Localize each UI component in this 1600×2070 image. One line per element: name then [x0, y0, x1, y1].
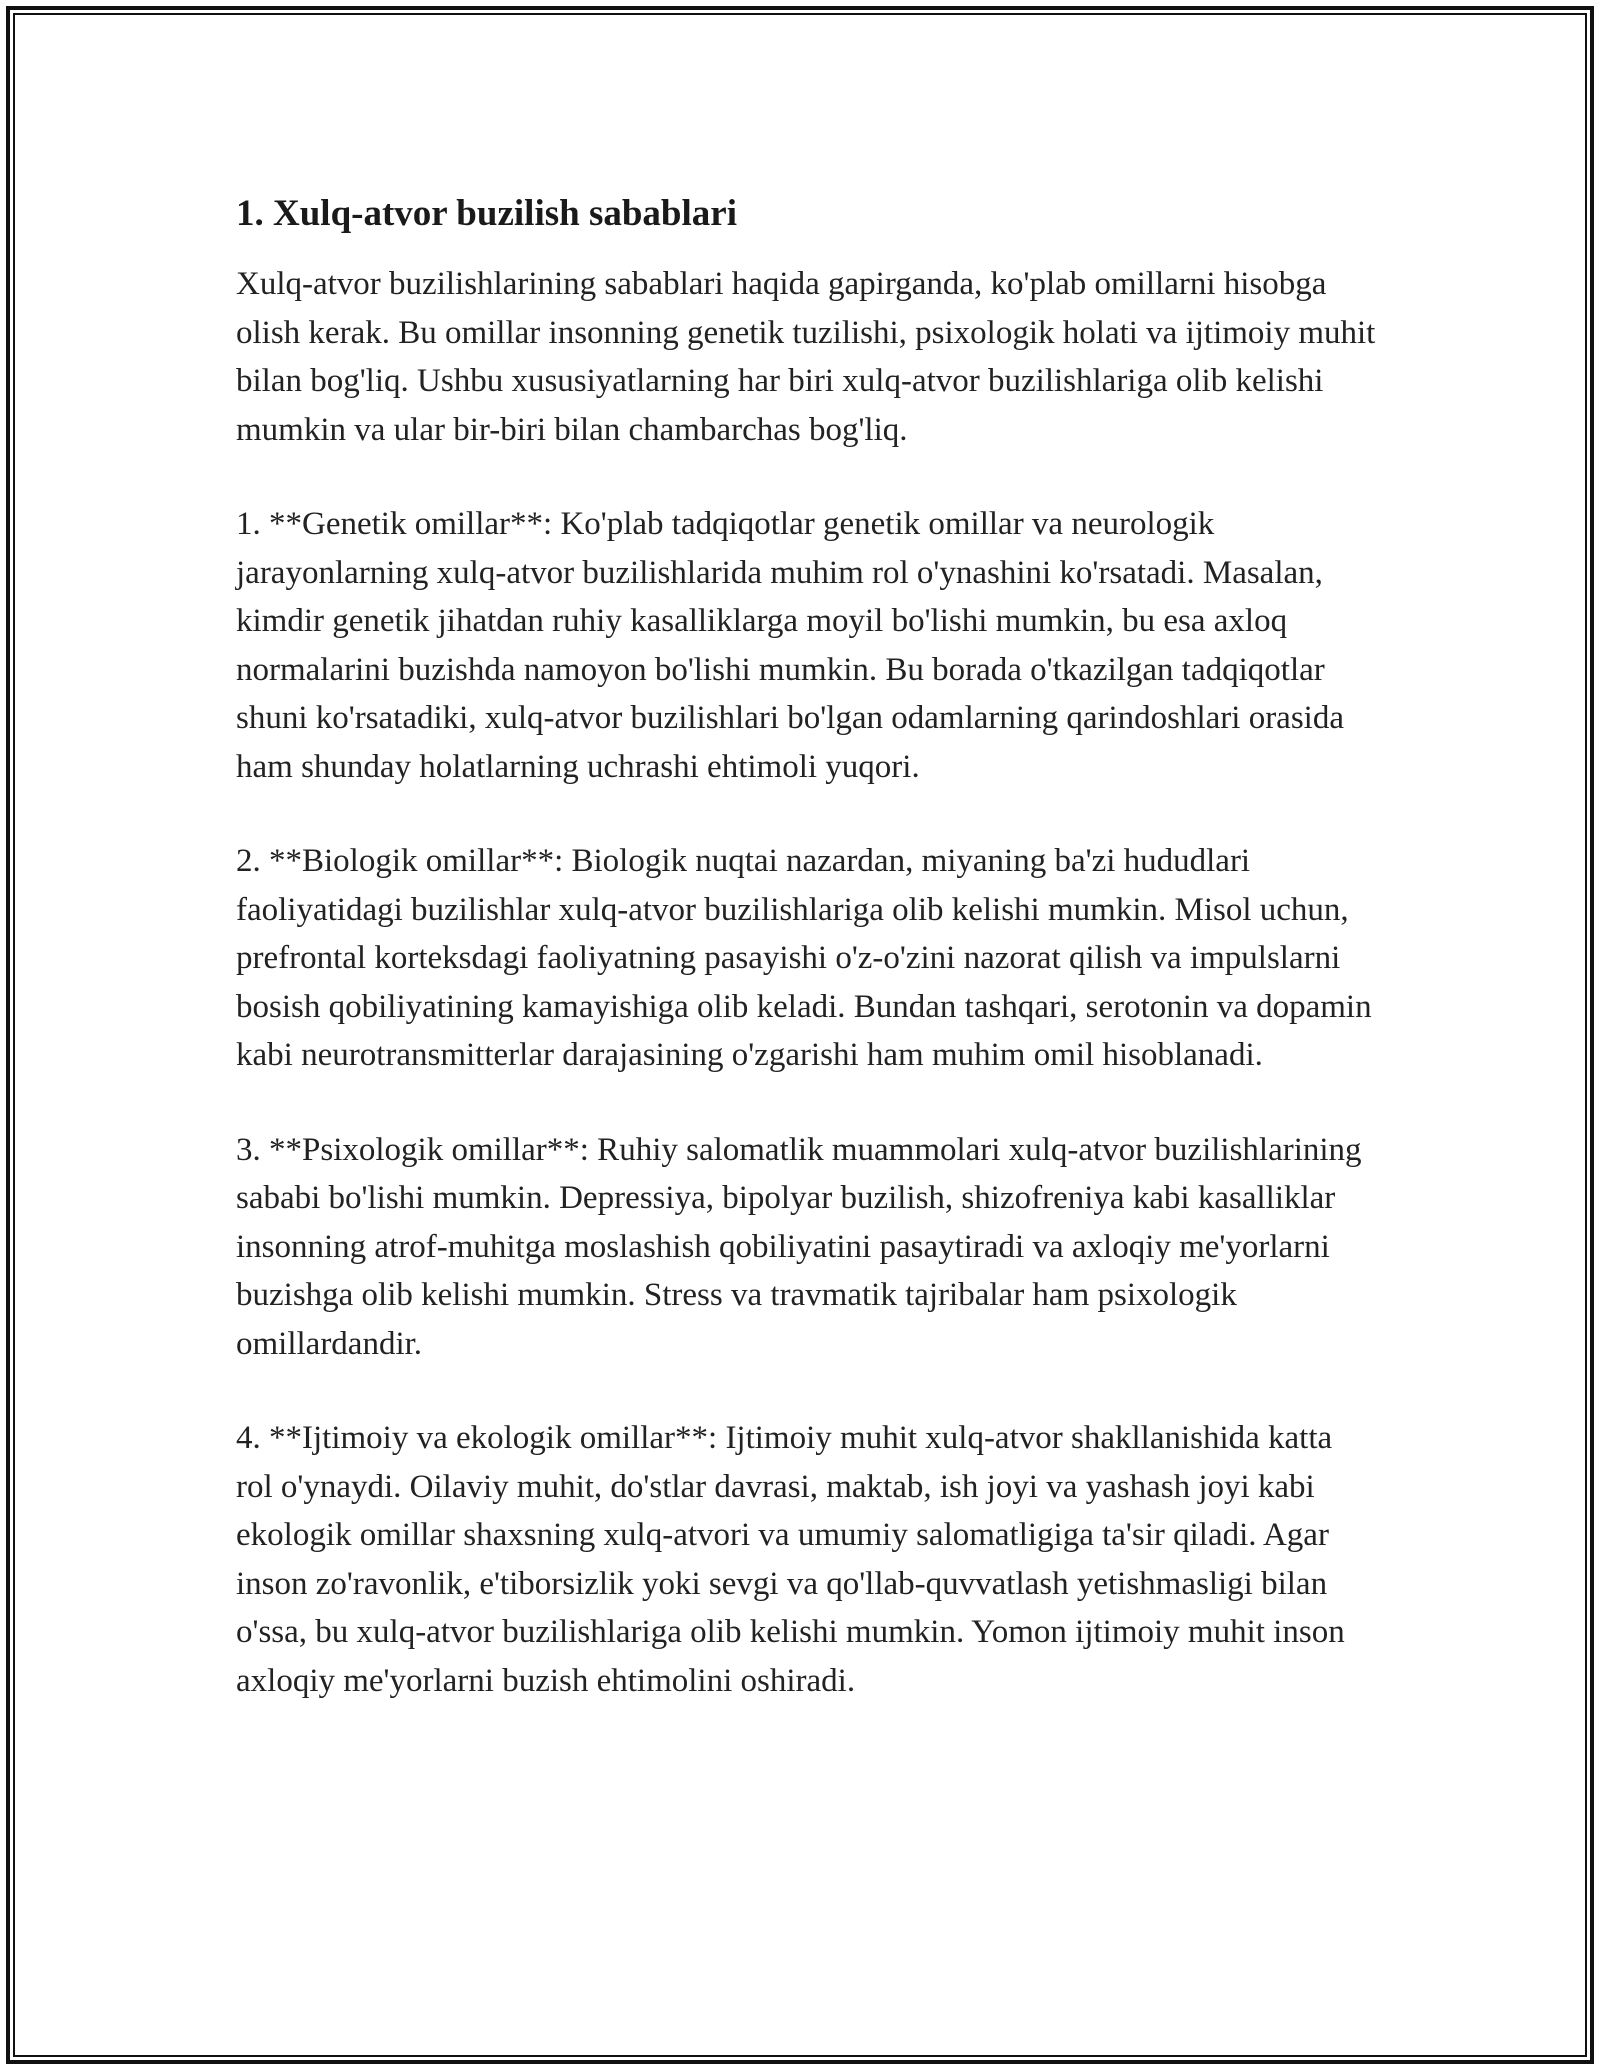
- document-body: [236, 188, 1376, 1751]
- genetic-factors-paragraph: 1. **Genetik omillar**: Ko'plab tadqiqotlar genetik omillar va neurologik jarayonlarning xulq-atvor buzilishlarida muhim rol o'ynashini ko'rsatadi. Masalan, kimdir genetik jihatdan ruhiy kasalliklarga moyil bo'lishi mumkin, bu esa axloq normalarini buzishda namoyon bo'lishi mumkin. Bu borada o'tkazilgan tadqiqotlar shuni ko'rsatadiki, xulq-atvor buzilishlari bo'lgan odamlarning qarindoshlari orasida ham shunday holatlarning uchrashi ehtimoli yuqori.: [236, 506, 1344, 785]
- biological-factors-paragraph: 2. **Biologik omillar**: Biologik nuqtai nazardan, miyaning ba'zi hududlari faoliyatidagi buzilishlar xulq-atvor buzilishlariga olib kelishi mumkin. Misol uchun, prefrontal korteksdagi faoliyatning pasayishi o'z-o'zini nazorat qilish va impulslarni bosish qobiliyatining kamayishiga olib keladi. Bundan tashqari, serotonin va dopamin kabi neurotransmitterlar darajasining o'zgarishi ham muhim omil hisoblanadi.: [236, 843, 1372, 1073]
- social-ecological-factors-paragraph: 4. **Ijtimoiy va ekologik omillar**: Ijtimoiy muhit xulq-atvor shakllanishida katta rol o'ynaydi. Oilaviy muhit, do'stlar davrasi, maktab, ish joyi va yashash joyi kabi ekologik omillar shaxsning xulq-atvori va umumiy salomatligiga ta'sir qiladi. Agar inson zo'ravonlik, e'tiborsizlik yoki sevgi va qo'llab-quvvatlash yetishmasligi bilan o'ssa, bu xulq-atvor buzilishlariga olib kelishi mumkin. Yomon ijtimoiy muhit inson axloqiy me'yorlarni buzish ehtimolini oshiradi.: [236, 1420, 1345, 1699]
- psychological-factors-paragraph: 3. **Psixologik omillar**: Ruhiy salomatlik muammolari xulq-atvor buzilishlarining sababi bo'lishi mumkin. Depressiya, bipolyar buzilish, shizofreniya kabi kasalliklar insonning atrof-muhitga moslashish qobiliyatini pasaytiradi va axloqiy me'yorlarni buzishga olib kelishi mumkin. Stress va travmatik tajribalar ham psixologik omillardandir.: [236, 1131, 1362, 1362]
- intro-paragraph: Xulq-atvor buzilishlarining sabablari haqida gapirganda, ko'plab omillarni hisobga olish kerak. Bu omillar insonning genetik tuzilishi, psixologik holati va ijtimoiy muhit bilan bog'liq. Ushbu xususiyatlarning har biri xulq-atvor buzilishlariga olib kelishi mumkin va ular bir-biri bilan chambarchas bog'liq.: [236, 266, 1376, 448]
- document-title: 1. Xulq-atvor buzilish sabablari: [236, 193, 737, 234]
